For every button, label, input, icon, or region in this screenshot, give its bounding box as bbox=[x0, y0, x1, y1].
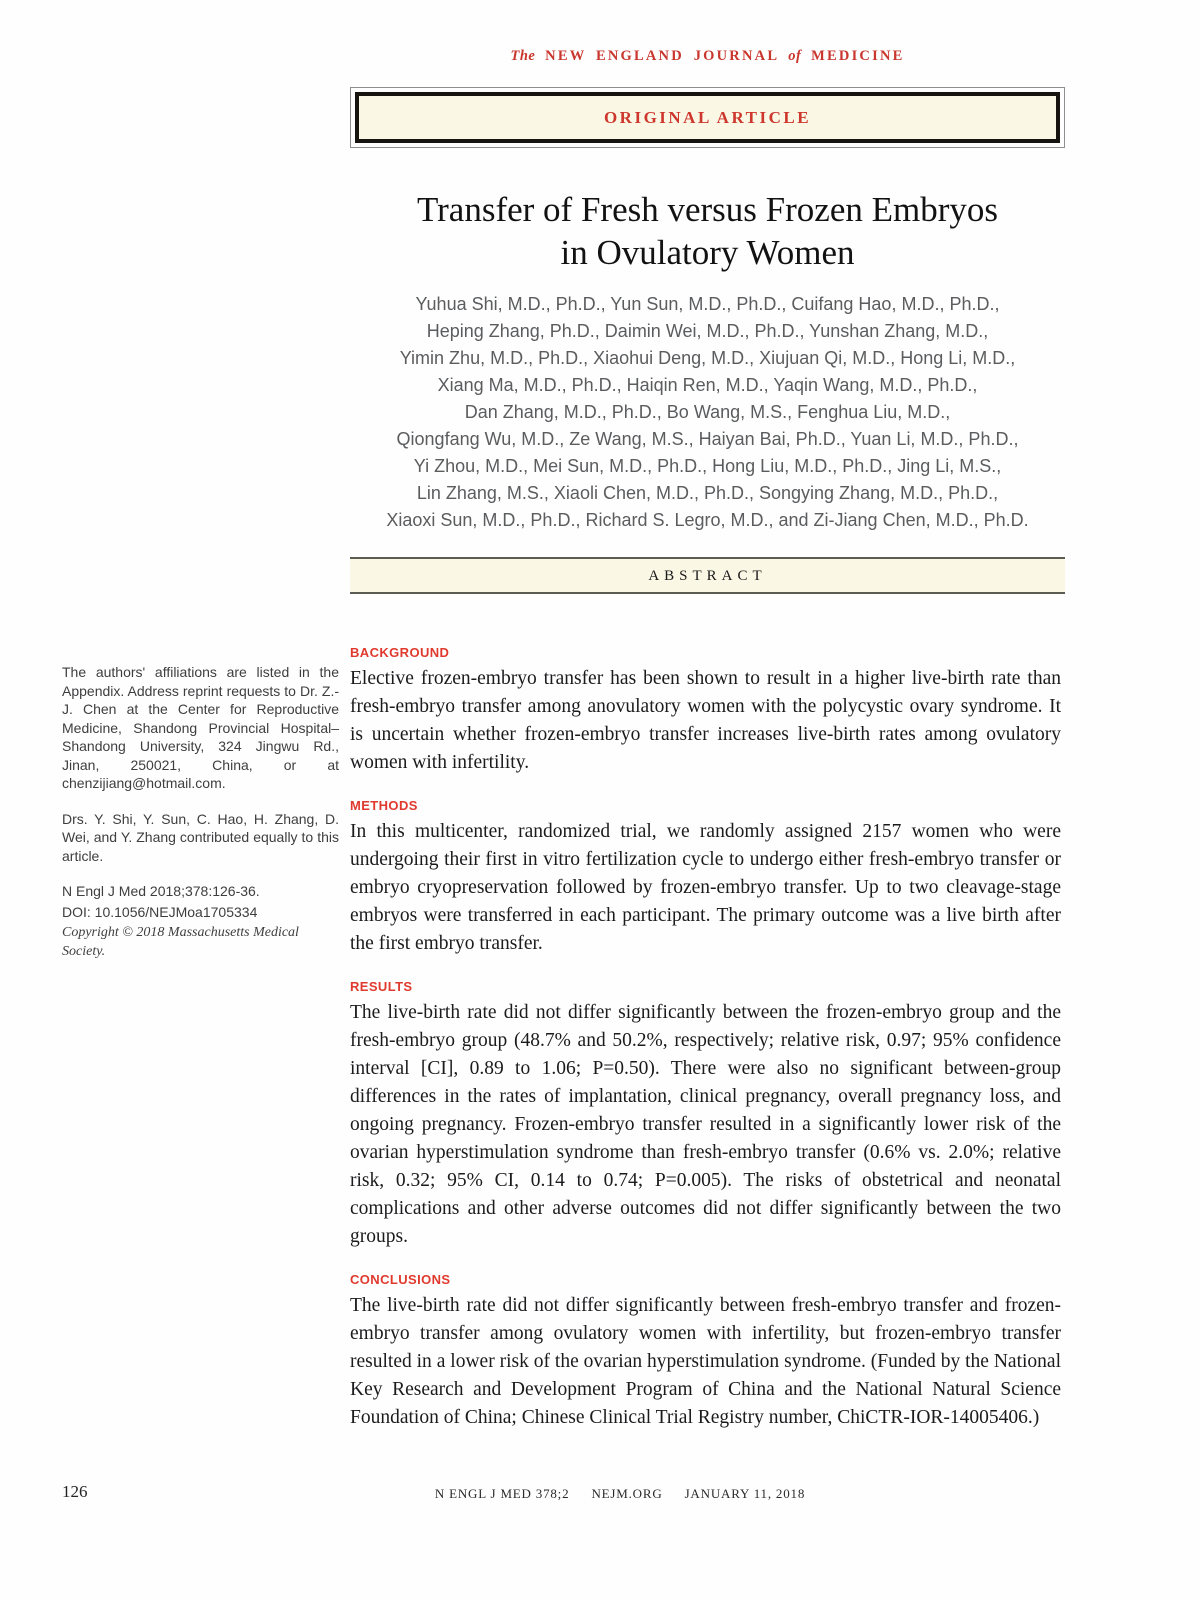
doi-line: DOI: 10.1056/NEJMoa1705334 bbox=[62, 903, 258, 920]
section-heading-conclusions: CONCLUSIONS bbox=[350, 1272, 451, 1287]
abstract-label: ABSTRACT bbox=[648, 568, 767, 585]
section-heading-methods: METHODS bbox=[350, 798, 418, 813]
author-line: Xiang Ma, M.D., Ph.D., Haiqin Ren, M.D., Yaqin Wang, M.D., Ph.D., bbox=[437, 375, 978, 396]
article-title-line2: in Ovulatory Women bbox=[560, 233, 855, 273]
journal-masthead bbox=[350, 48, 1065, 65]
section-methods bbox=[350, 798, 1061, 958]
footer-site: NEJM.ORG bbox=[591, 1486, 663, 1501]
author-line: Qiongfang Wu, M.D., Ze Wang, M.S., Haiyan Bai, Ph.D., Yuan Li, M.D., Ph.D., bbox=[396, 429, 1019, 450]
copyright-line: Copyright © 2018 Massachusetts Medical Society. bbox=[62, 925, 299, 959]
sidebar-metadata bbox=[62, 663, 339, 961]
abstract-band bbox=[350, 557, 1065, 594]
section-background bbox=[350, 645, 1061, 777]
masthead-the: The bbox=[510, 48, 536, 64]
section-heading-results: RESULTS bbox=[350, 979, 413, 994]
section-heading-background: BACKGROUND bbox=[350, 645, 450, 660]
article-type-box bbox=[350, 87, 1065, 148]
section-text-conclusions: The live-birth rate did not differ significantly between fresh-embryo transfer and frozen-embryo transfer among ovulatory women with infertility, but frozen-embryo transfer resulted in a lower risk of the ovarian hyperstimulation syndrome. (Funded by the National Key Research and Development Program of China and the National Natural Science Foundation of China; Chinese Clinical Trial Registry number, ChiCTR-IOR-14005406.) bbox=[350, 1295, 1061, 1428]
author-line: Dan Zhang, M.D., Ph.D., Bo Wang, M.S., Fenghua Liu, M.D., bbox=[464, 402, 951, 423]
author-list bbox=[350, 291, 1065, 534]
footer-journal-ref: N ENGL J MED 378;2 bbox=[434, 1486, 570, 1501]
section-text-methods: In this multicenter, randomized trial, we randomly assigned 2157 women who were undergoing their first in vitro fertilization cycle to undergo either fresh-embryo transfer or embryo cryopreservation followed by frozen-embryo transfer. Up to two cleavage-stage embryos were transferred in each participant. The primary outcome was a live birth after the first embryo transfer. bbox=[350, 821, 1061, 954]
page-number: 126 bbox=[62, 1482, 88, 1501]
author-line: Yuhua Shi, M.D., Ph.D., Yun Sun, M.D., Ph.D., Cuifang Hao, M.D., Ph.D., bbox=[415, 294, 1000, 315]
main-column bbox=[350, 0, 1065, 594]
masthead-part1: NEW ENGLAND JOURNAL bbox=[545, 48, 779, 64]
article-type-box-inner bbox=[355, 92, 1060, 143]
author-line: Heping Zhang, Ph.D., Daimin Wei, M.D., Ph.D., Yunshan Zhang, M.D., bbox=[426, 321, 989, 342]
masthead-part2: MEDICINE bbox=[811, 48, 905, 64]
article-title bbox=[350, 188, 1065, 274]
author-line: Yimin Zhu, M.D., Ph.D., Xiaohui Deng, M.D., Xiujuan Qi, M.D., Hong Li, M.D., bbox=[399, 348, 1016, 369]
author-line: Yi Zhou, M.D., Mei Sun, M.D., Ph.D., Hong Liu, M.D., Ph.D., Jing Li, M.S., bbox=[413, 456, 1002, 477]
author-line: Lin Zhang, M.S., Xiaoli Chen, M.D., Ph.D., Songying Zhang, M.D., Ph.D., bbox=[416, 483, 999, 504]
abstract-body bbox=[350, 645, 1061, 1453]
footer-citation bbox=[0, 1486, 1200, 1502]
section-text-results: The live-birth rate did not differ significantly between the frozen-embryo group and the fresh-embryo group (48.7% and 50.2%, respectively; relative risk, 0.97; 95% confidence interval [CI], 0.89 to 1.06; P=0.50). There were also no significant between-group differences in the rates of implantation, clinical pregnancy, overall pregnancy loss, and ongoing pregnancy. Frozen-embryo transfer resulted in a significantly lower risk of the ovarian hyperstimulation syndrome than fresh-embryo transfer (0.6% vs. 2.0%; relative risk, 0.32; 95% CI, 0.14 to 0.74; P=0.005). The risks of obstetrical and neonatal complications and other adverse outcomes did not differ significantly between the two groups. bbox=[350, 1002, 1061, 1247]
footer-date: JANUARY 11, 2018 bbox=[684, 1486, 806, 1501]
citation-line: N Engl J Med 2018;378:126-36. bbox=[62, 883, 260, 899]
author-line: Xiaoxi Sun, M.D., Ph.D., Richard S. Legro, M.D., and Zi-Jiang Chen, M.D., Ph.D. bbox=[386, 510, 1029, 531]
article-title-line1: Transfer of Fresh versus Frozen Embryos bbox=[417, 190, 998, 229]
section-results bbox=[350, 979, 1061, 1251]
masthead-of: of bbox=[788, 48, 802, 64]
section-conclusions bbox=[350, 1272, 1061, 1432]
contributions-note: Drs. Y. Shi, Y. Sun, C. Hao, H. Zhang, D. Wei, and Y. Zhang contributed equally to this article. bbox=[62, 810, 339, 864]
section-text-background: Elective frozen-embryo transfer has been shown to result in a higher live-birth rate than fresh-embryo transfer among anovulatory women with the polycystic ovary syndrome. It is uncertain whether frozen-embryo transfer increases live-birth rates among ovulatory women with infertility. bbox=[350, 668, 1061, 773]
affiliations-note: The authors' affiliations are listed in the Appendix. Address reprint requests to Dr. Z.-J. Chen at the Center for Reproductive Medicine, Shandong Provincial Hospital–Shandong University, 324 Jingwu Rd., Jinan, 250021, China, or at chenzijiang@hotmail.com. bbox=[62, 664, 339, 791]
article-type-label: ORIGINAL ARTICLE bbox=[603, 108, 812, 127]
